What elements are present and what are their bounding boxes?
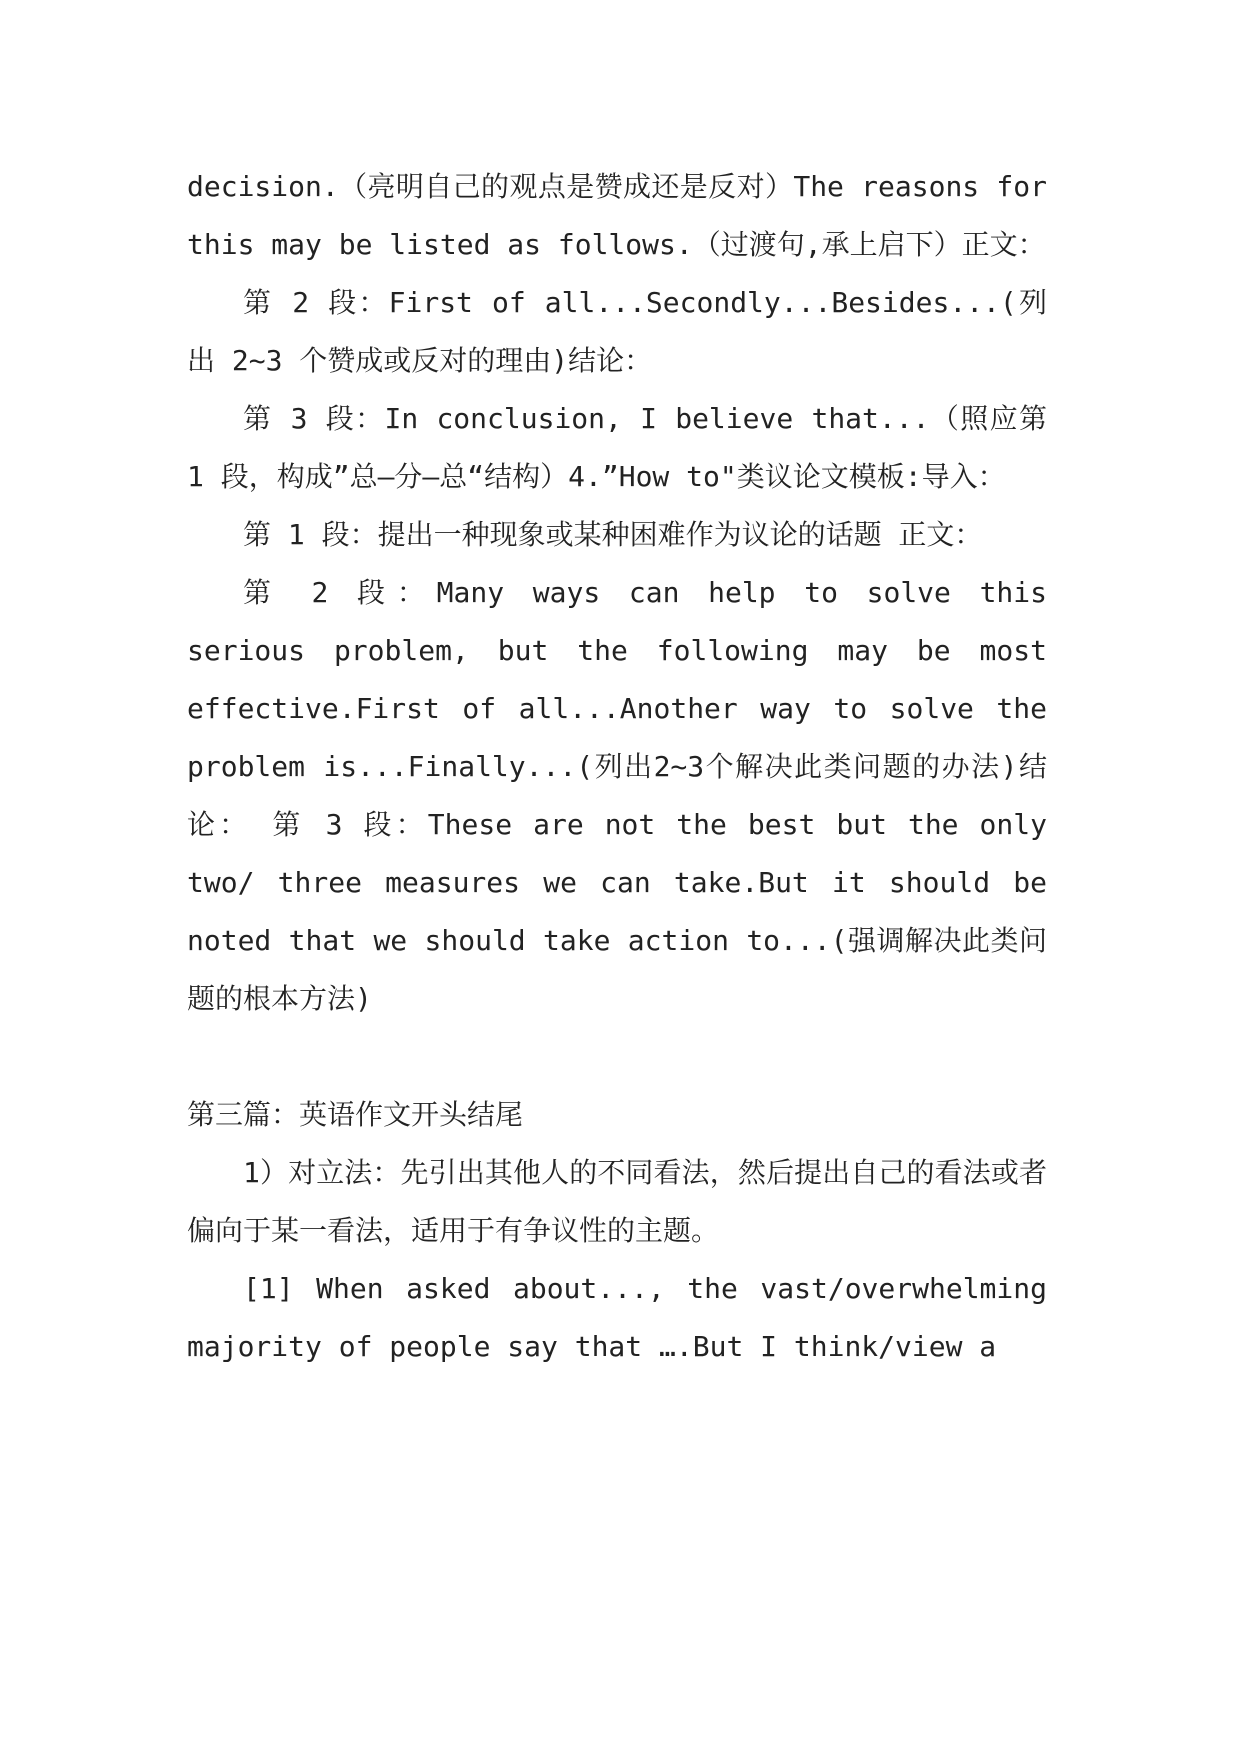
section-paragraph-1: 1）对立法：先引出其他人的不同看法，然后提出自己的看法或者偏向于某一看法，适用于有争议性的主题。 [187,1156,1047,1247]
section-heading: 第三篇：英语作文开头结尾 [187,1098,524,1131]
paragraph-2: 第 2 段：First of all...Secondly...Besides...(列出 2~3 个赞成或反对的理由)结论： [187,286,1047,377]
paragraph-4: 第 1 段：提出一种现象或某种困难作为议论的话题 正文： [243,518,983,551]
document-body [187,158,1047,1376]
paragraph-3: 第 3 段：In conclusion, I believe that...（照应第 1 段，构成”总—分—总“结构）4.”How to"类议论文模板:导入： [187,402,1047,493]
paragraph-1: decision.（亮明自己的观点是赞成还是反对）The reasons for this may be listed as follows.（过渡句,承上启下）正文： [187,170,1047,261]
paragraph-5: 第 2 段：Many ways can help to solve this serious problem, but the following may be most effective.First of all...Another way to solve the problem is...Finally...(列出2~3个解决此类问题的办法)结论： 第 3 段：These are not the best but the only two/ three measures we can take.But it should be noted that we should take action to...(强调解决此类问题的根本方法) [187,576,1047,1015]
section-paragraph-2: [1] When asked about..., the vast/overwhelming majority of people say that ….But I think/view a [187,1272,1047,1363]
